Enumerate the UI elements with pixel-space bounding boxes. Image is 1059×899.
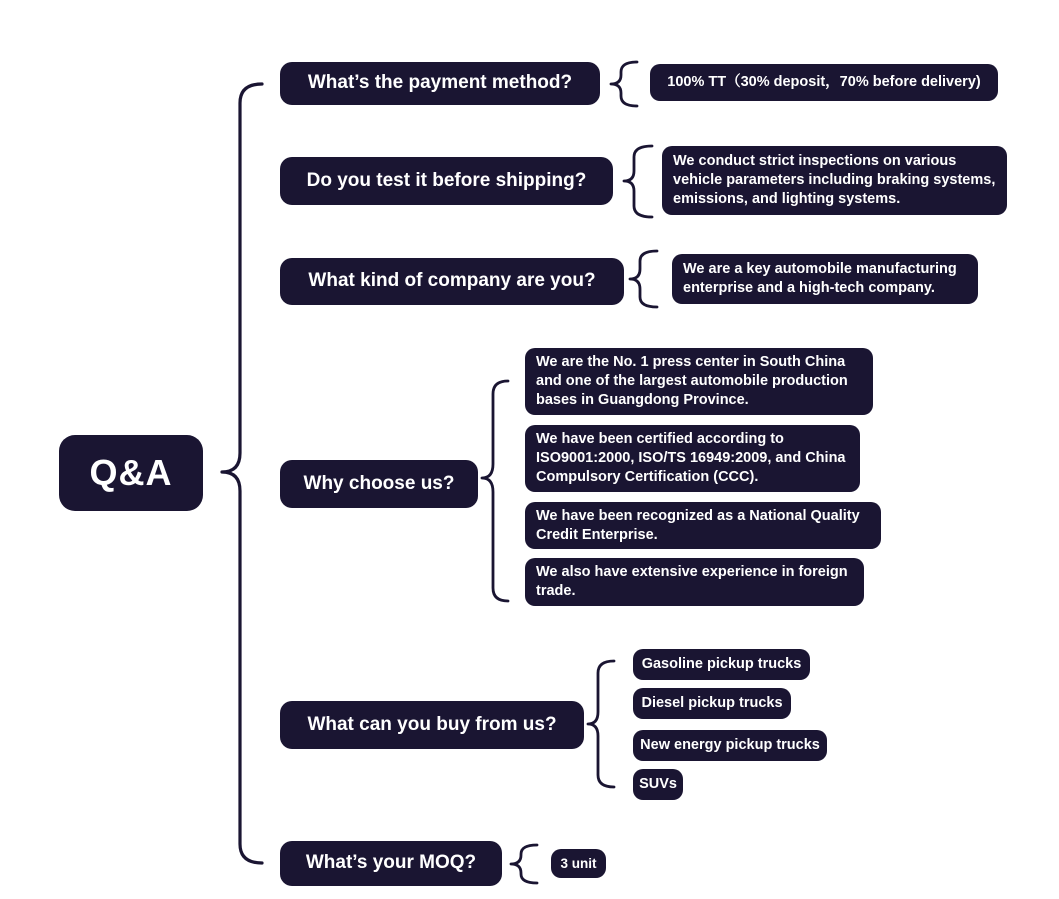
question-moq: What’s your MOQ? <box>280 841 502 886</box>
question-why-choose-us: Why choose us? <box>280 460 478 508</box>
answer-test-before-shipping: We conduct strict inspections on various vehicle parameters including braking systems, emissions, and lighting systems. <box>662 146 1007 215</box>
brace-payment <box>611 62 637 106</box>
answer-moq: 3 unit <box>551 849 606 878</box>
root-brace <box>222 84 262 863</box>
answer-company-kind: We are a key automobile manufacturing enterprise and a high-tech company. <box>672 254 978 304</box>
answer-gasoline-pickup-trucks: Gasoline pickup trucks <box>633 649 810 680</box>
question-payment-method: What’s the payment method? <box>280 62 600 105</box>
answer-payment-method: 100% TT（30% deposit，70% before delivery) <box>650 64 998 101</box>
question-company-kind: What kind of company are you? <box>280 258 624 305</box>
brace-testing <box>624 146 652 217</box>
answer-why-choose-certified: We have been certified according to ISO9001:2000, ISO/TS 16949:2009, and China Compulsory Certification (CCC). <box>525 425 860 492</box>
answer-why-choose-quality-credit: We have been recognized as a National Quality Credit Enterprise. <box>525 502 881 549</box>
answer-suvs: SUVs <box>633 769 683 800</box>
brace-why-choose <box>482 381 508 601</box>
answer-diesel-pickup-trucks: Diesel pickup trucks <box>633 688 791 719</box>
question-test-before-shipping: Do you test it before shipping? <box>280 157 613 205</box>
answer-why-choose-press-center: We are the No. 1 press center in South China and one of the largest automobile production bases in Guangdong Province. <box>525 348 873 415</box>
brace-moq <box>511 845 537 883</box>
brace-company <box>630 251 657 307</box>
question-what-can-you-buy: What can you buy from us? <box>280 701 584 749</box>
root-node-qa: Q&A <box>59 435 203 511</box>
answer-why-choose-foreign-trade: We also have extensive experience in foreign trade. <box>525 558 864 606</box>
brace-products <box>588 661 614 787</box>
answer-new-energy-pickup-trucks: New energy pickup trucks <box>633 730 827 761</box>
